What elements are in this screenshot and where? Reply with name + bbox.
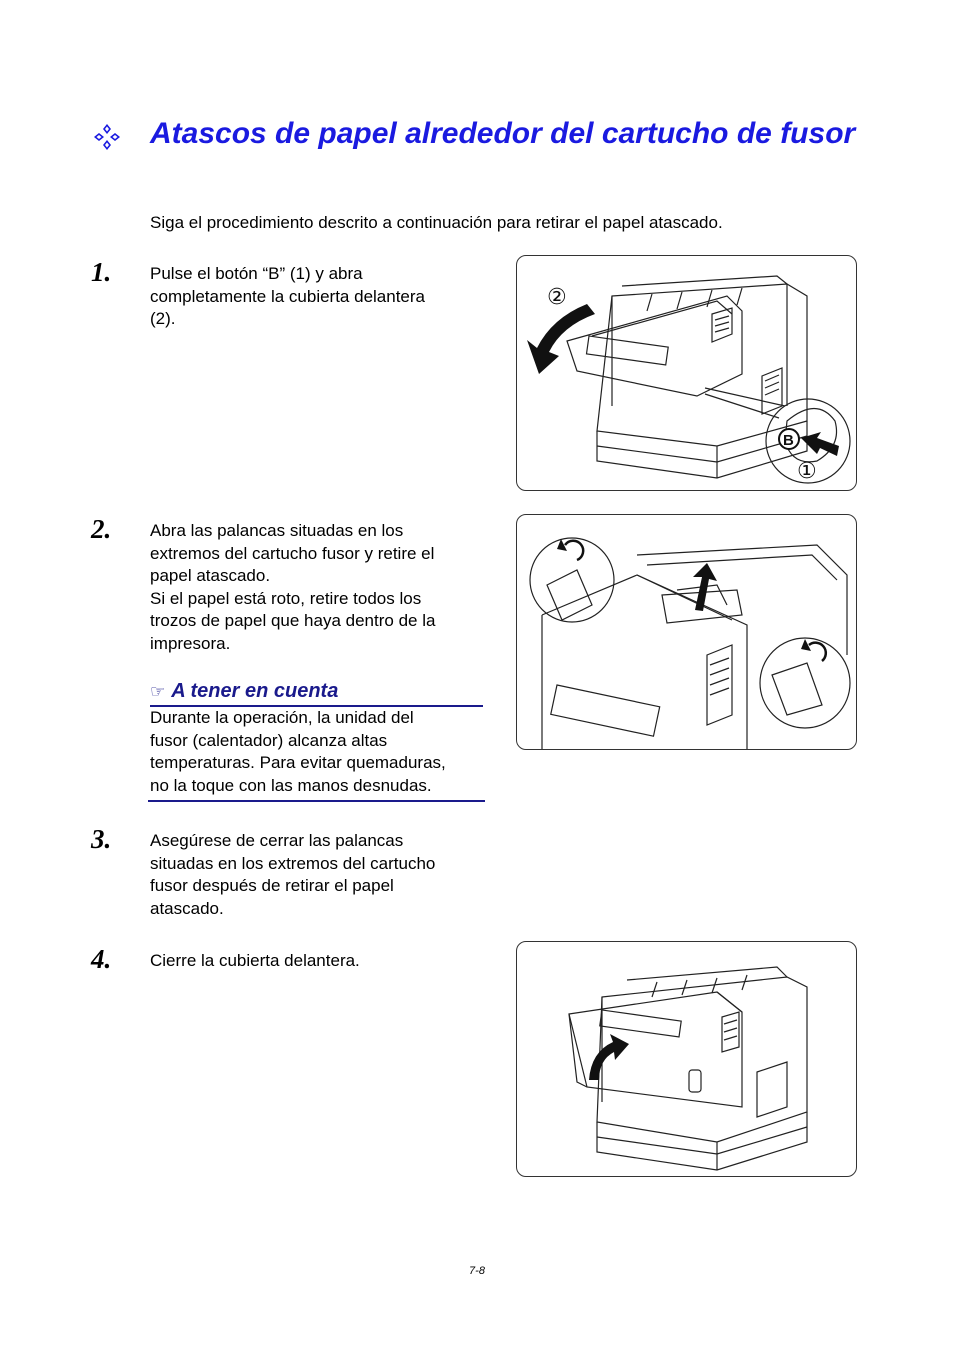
button-b-label: B	[783, 432, 794, 449]
step-number-2: 2.	[91, 514, 112, 544]
intro-paragraph: Siga el procedimiento descrito a continuación para retirar el papel atascado.	[150, 213, 723, 232]
page-title: Atascos de papel alrededor del cartucho de fusor	[150, 117, 856, 150]
step-line: impresora.	[150, 633, 231, 653]
figure-close-front-cover	[516, 941, 857, 1177]
step-line: trozos de papel que haya dentro de la	[150, 611, 436, 631]
callout-1: ①	[797, 459, 817, 484]
pointing-hand-icon: ☞	[150, 682, 166, 701]
step-line: situadas en los extremos del cartucho	[150, 853, 436, 873]
note-heading	[150, 677, 483, 707]
page-number: 7-8	[469, 1265, 485, 1277]
step-line: extremos del cartucho fusor y retire el	[150, 543, 435, 563]
step-text-4	[150, 950, 485, 973]
step-line: papel atascado.	[150, 566, 271, 586]
step-line: completamente la cubierta delantera	[150, 286, 425, 306]
step-number-3: 3.	[91, 824, 112, 854]
printer-open-front-cover-illustration	[517, 256, 856, 490]
note-body	[148, 706, 485, 802]
step-line: Asegúrese de cerrar las palancas	[150, 831, 404, 850]
step-line: atascado.	[150, 898, 224, 918]
note-line: fusor (calentador) alcanza altas	[150, 730, 388, 750]
step-number-1: 1.	[91, 257, 112, 287]
step-line: fusor después de retirar el papel	[150, 876, 394, 896]
printer-close-front-cover-illustration	[517, 942, 856, 1176]
callout-2: ②	[547, 285, 567, 310]
figure-fuser-levers	[516, 514, 857, 750]
step-line: (2).	[150, 309, 176, 329]
step-line: Cierre la cubierta delantera.	[150, 951, 360, 970]
step-line: Si el papel está roto, retire todos los	[150, 588, 422, 608]
note-line: temperaturas. Para evitar quemaduras,	[150, 753, 446, 773]
note-line: Durante la operación, la unidad del	[150, 708, 414, 727]
step-number-4: 4.	[91, 944, 112, 974]
step-line: Abra las palancas situadas en los	[150, 521, 404, 540]
fuser-levers-paper-removal-illustration	[517, 515, 856, 749]
note-line: no la toque con las manos desnudas.	[150, 775, 432, 795]
figure-open-front-cover	[516, 255, 857, 491]
step-text-2	[150, 520, 485, 656]
step-text-3	[150, 830, 485, 920]
note-title-text: A tener en cuenta	[171, 680, 339, 702]
four-diamond-bullet-icon	[92, 122, 122, 152]
step-text-1	[150, 263, 485, 331]
step-line: Pulse el botón “B” (1) y abra	[150, 264, 363, 283]
